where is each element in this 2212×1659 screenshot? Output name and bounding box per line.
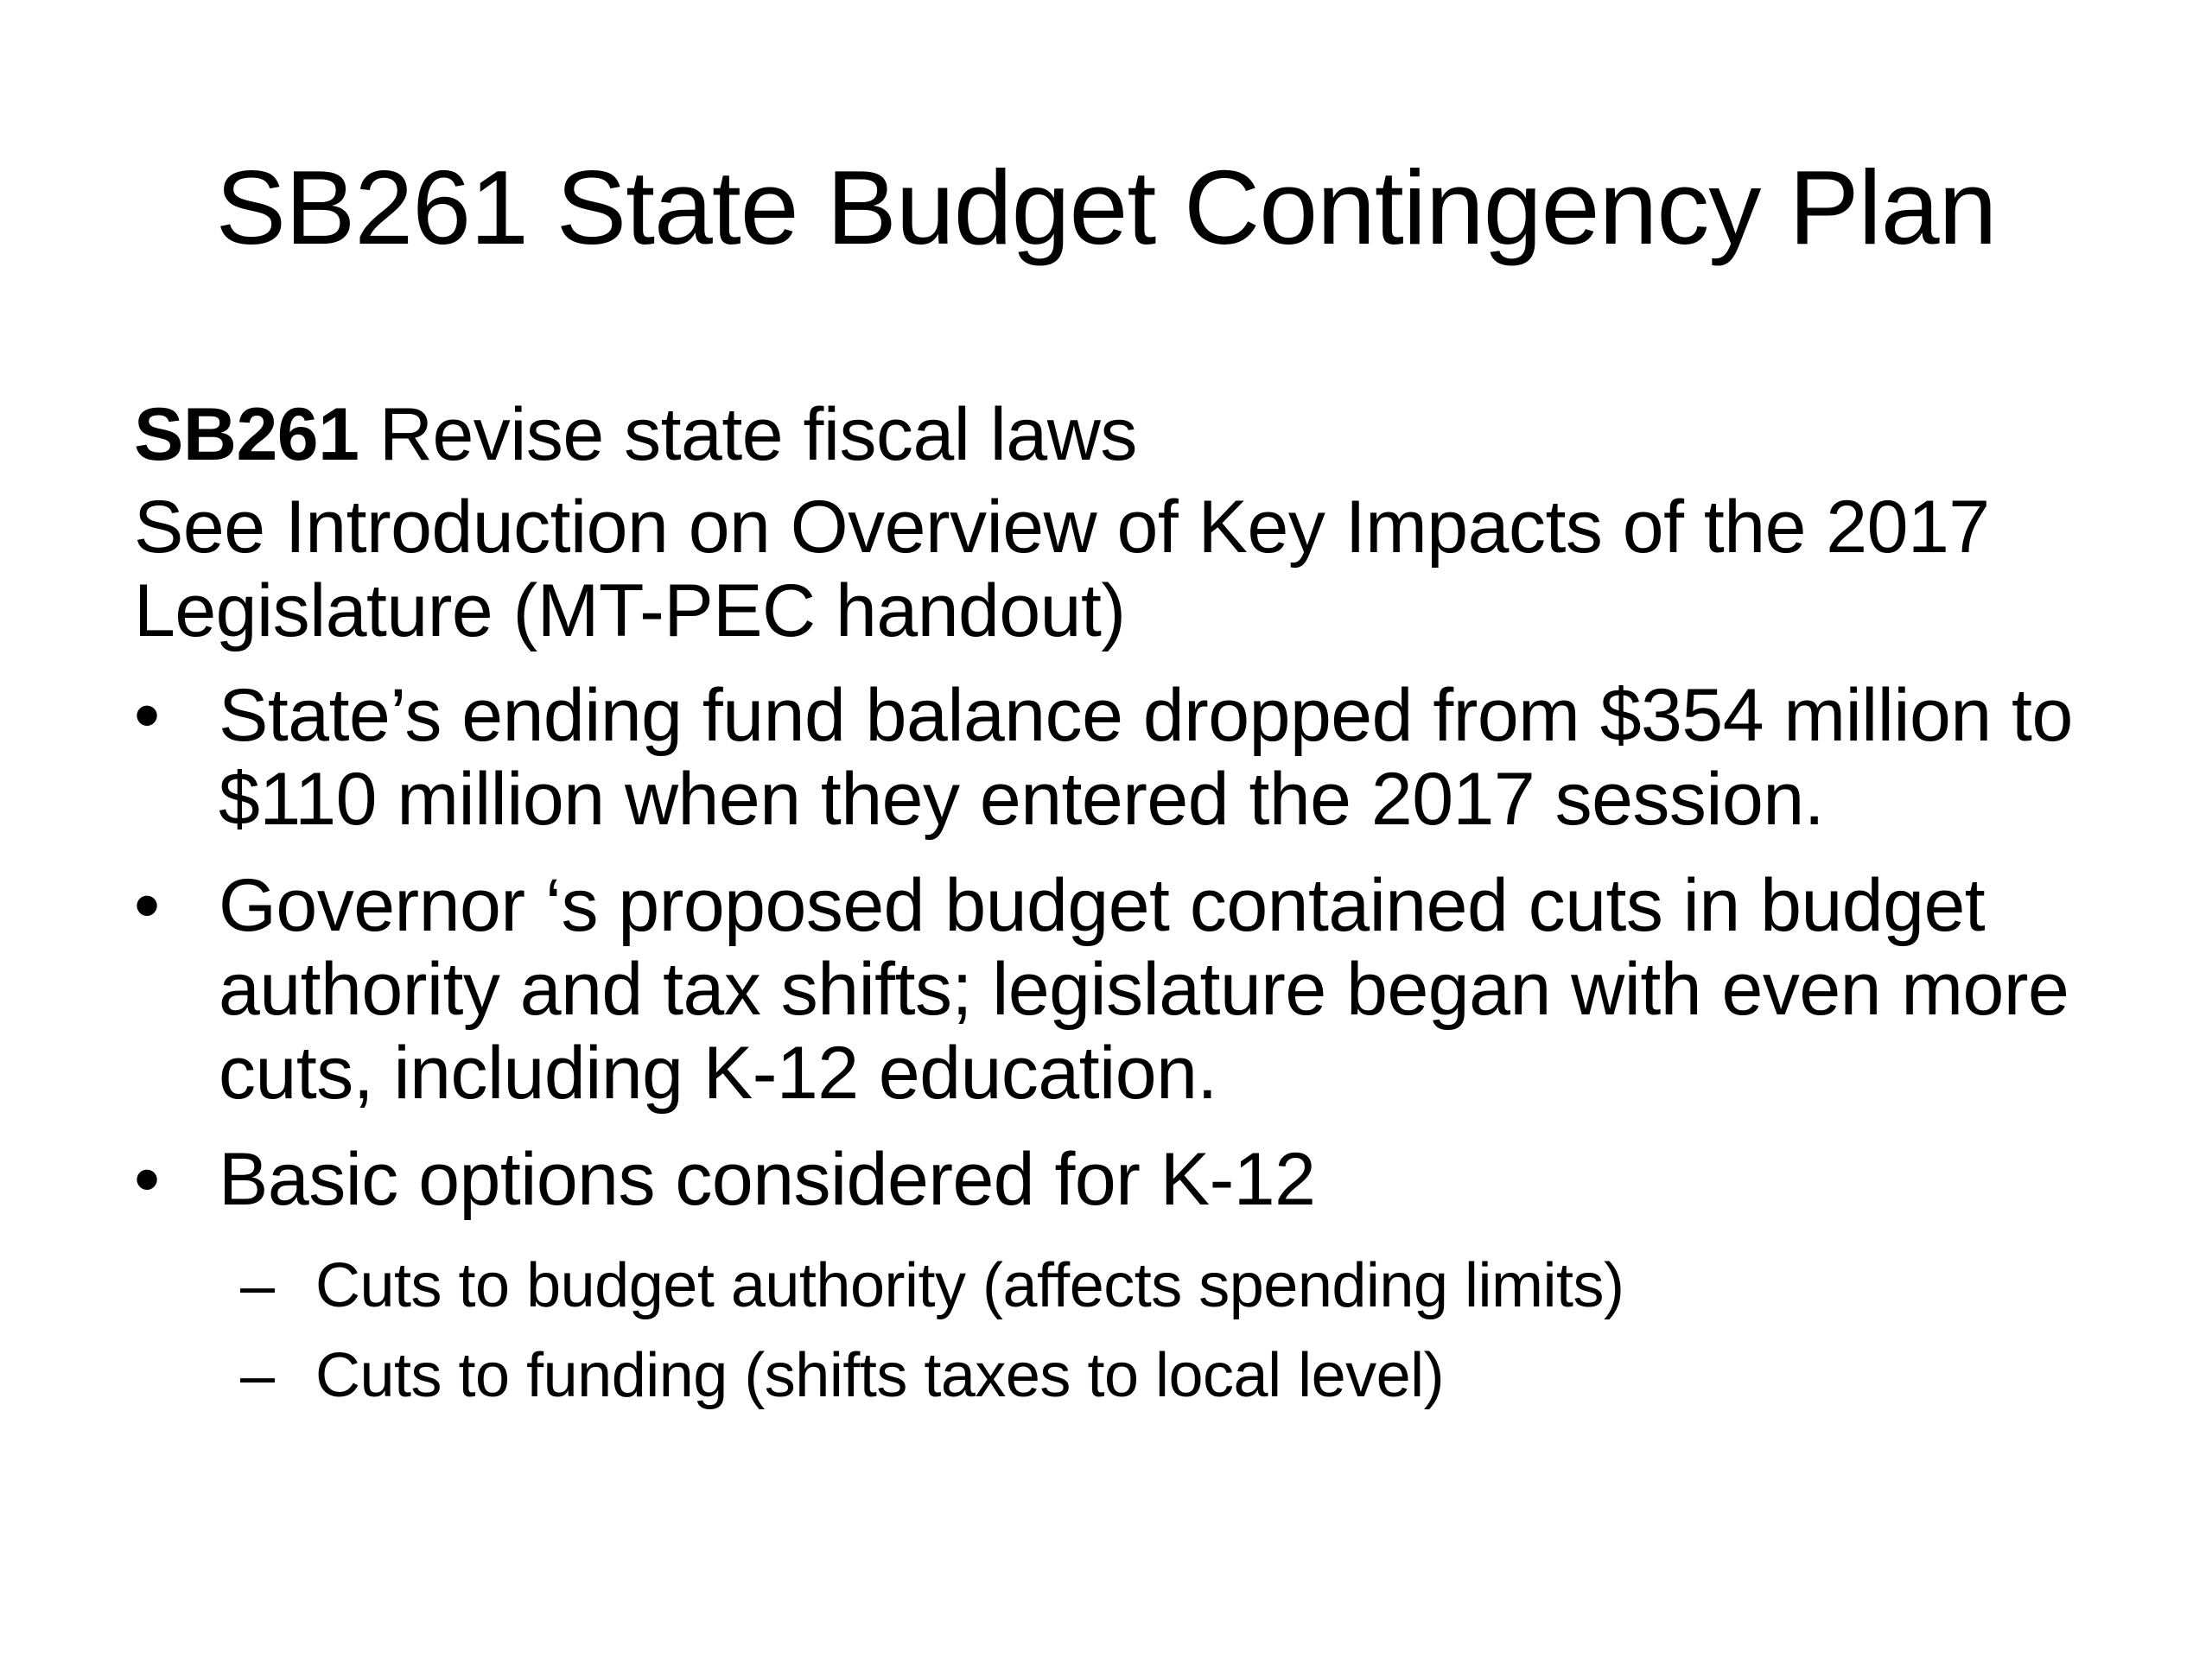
bullet-icon: •: [134, 1138, 160, 1221]
bullet-icon: •: [134, 674, 160, 757]
reference-line: See Introduction on Overview of Key Impacts of the 2017 Legislature (MT-PEC handout): [134, 486, 1990, 652]
bullet-item: [134, 864, 2078, 1116]
bullet-icon: •: [134, 864, 160, 947]
bullet-item: [134, 1138, 2078, 1421]
slide-body: [134, 393, 2078, 1443]
slide-title: SB261 State Budget Contingency Plan: [215, 149, 1997, 266]
sub-bullet-text: Cuts to funding (shifts taxes to local level): [315, 1341, 1445, 1410]
bullet-text: State’s ending fund balance dropped from $354 million to $110 million when they entered the 2017 session.: [219, 674, 2073, 841]
bill-label: SB261: [134, 393, 359, 476]
sub-bullet-item: [219, 1241, 2078, 1331]
bullet-item: [134, 674, 2078, 842]
bullet-list: [134, 674, 2078, 1421]
sub-bullet-list: [219, 1241, 2078, 1421]
dash-icon: –: [240, 1251, 275, 1320]
sub-bullet-item: [219, 1331, 2078, 1421]
bullet-text: Governor ‘s proposed budget contained cuts in budget authority and tax shifts; legislature began with even more cuts, including K-12 education.: [219, 864, 2069, 1115]
sub-bullet-text: Cuts to budget authority (affects spending limits): [315, 1251, 1624, 1320]
bullet-text: Basic options considered for K-12: [219, 1138, 1316, 1221]
bill-line: [134, 393, 2078, 477]
dash-icon: –: [240, 1341, 275, 1410]
bill-description: Revise state fiscal laws: [359, 393, 1137, 476]
